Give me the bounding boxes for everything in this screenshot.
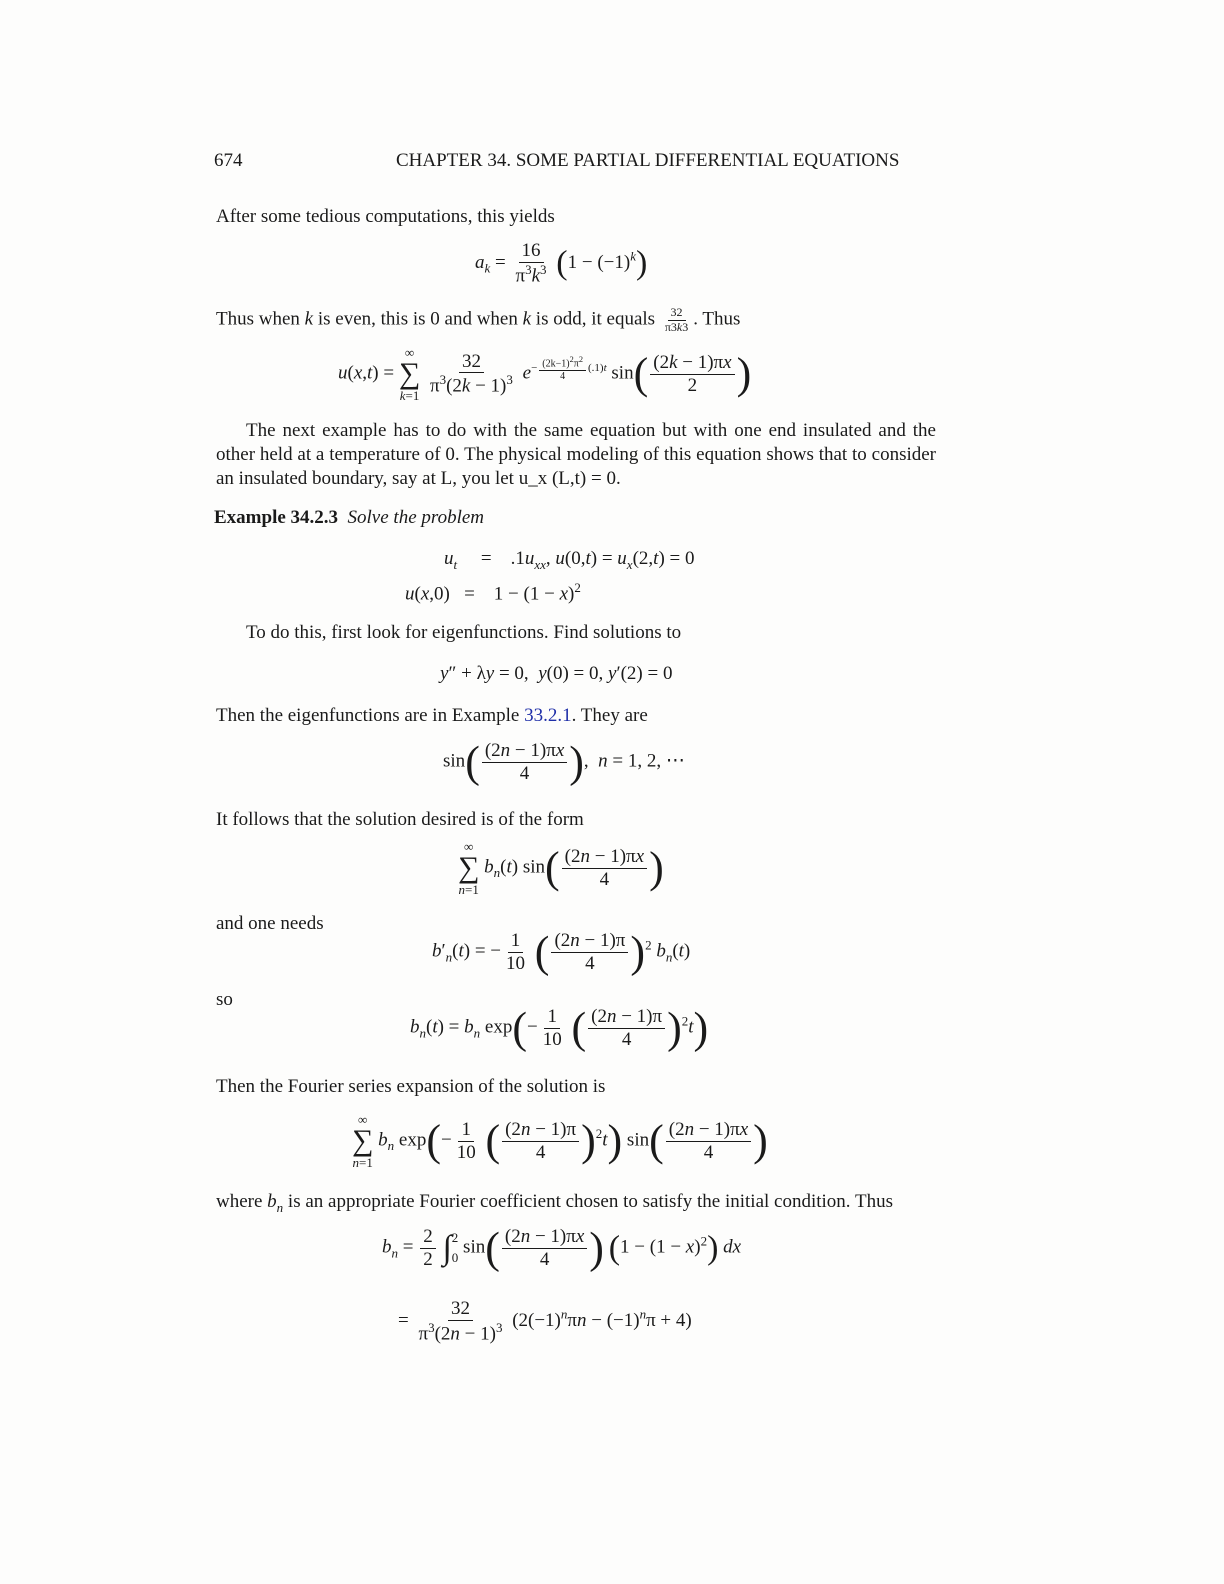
- paragraph-2: Thus when k is even, this is 0 and when k is odd, it equals $\frac{32}{\pi 3k3}$ . Thus: [216, 305, 741, 334]
- equation-u-series: u(x,t) = ∞ ∑ k=1 $\frac{32}{\pi^3(2k - 1)^3}$ $e^{- \frac{(2k-1)^2\pi^2}{4} (.1)t}$ sin( $\frac{(2k - 1)\pi x}{2}$ ): [338, 345, 752, 403]
- bn-solution: $b_n(t) = b_n$ exp(− $\frac{1}{10}$ ( $\frac{(2n - 1)\pi}{4}$ )$^2$t): [410, 1003, 709, 1053]
- solution-form: ∞ ∑ n=1 $b_n(t)$ sin( $\frac{(2n - 1)\pi x}{4}$ ): [458, 839, 664, 897]
- paragraph-6: It follows that the solution desired is of the form: [216, 809, 584, 830]
- paragraph-8: so: [216, 989, 233, 1010]
- paragraph-3: The next example has to do with the same equation but with one end insulated and the other held at a temperature of 0. The physical modeling of this equation shows that to consider an insulated boundary, say at L, you let u_x (L,t) = 0.: [216, 420, 936, 489]
- eigenfunctions: sin( $\frac{(2n - 1)\pi x}{4}$ ), n = 1, 2, ⋯: [443, 737, 685, 787]
- paragraph-5: Then the eigenfunctions are in Example 33.2.1. They are: [216, 705, 648, 726]
- fourier-series: ∞ ∑ n=1 $b_n$ exp(− $\frac{1}{10}$ ( $\frac{(2n - 1)\pi}{4}$ )$^2$t) sin( $\frac{(2n - 1)\pi x}{4}$ ): [352, 1112, 768, 1170]
- eigen-equation: y″ + λy = 0, y(0) = 0, y′(2) = 0: [440, 663, 673, 684]
- paragraph-4: To do this, first look for eigenfunctions. Find solutions to: [246, 622, 682, 643]
- problem-eq-1: $u_t$ = $.1u_{xx}$, $u(0,t) = u_x(2,t) = 0$: [444, 548, 695, 572]
- example-link[interactable]: 33.2.1: [524, 705, 572, 726]
- bn-integral: $b_n$ = $\frac{2}{2}$ ∫ 2 0 sin( $\frac{(2n - 1)\pi x}{4}$ ) $(1 - (1 - x)^2)$ dx: [382, 1223, 742, 1273]
- paragraph-10: where $b_n$ is an appropriate Fourier coefficient chosen to satisfy the initial condition. Thus: [216, 1191, 893, 1215]
- problem-eq-2: u(x,0) = $1 - (1 - x)^2$: [405, 580, 581, 605]
- paragraph-9: Then the Fourier series expansion of the solution is: [216, 1076, 606, 1097]
- equation-ak: $a_k$ = $\frac{16}{\pi^3k^3}$ $(1 - (-1)^k)$: [475, 240, 648, 287]
- paragraph-1: After some tedious computations, this yields: [216, 206, 555, 227]
- ode-bn: $b'_n(t)$ = − $\frac{1}{10}$ ( $\frac{(2n - 1)\pi}{4}$ )$^2$ $b_n(t)$: [432, 927, 691, 977]
- chapter-title: CHAPTER 34. SOME PARTIAL DIFFERENTIAL EQUATIONS: [396, 150, 900, 171]
- example-heading: Example 34.2.3 Solve the problem: [214, 507, 485, 528]
- paragraph-7: and one needs: [216, 913, 324, 934]
- bn-result: = $\frac{32}{\pi^3(2n - 1)^3}$ $(2(-1)^n\pi n - (-1)^n\pi + 4)$: [398, 1298, 692, 1345]
- page-number: 674: [214, 150, 243, 171]
